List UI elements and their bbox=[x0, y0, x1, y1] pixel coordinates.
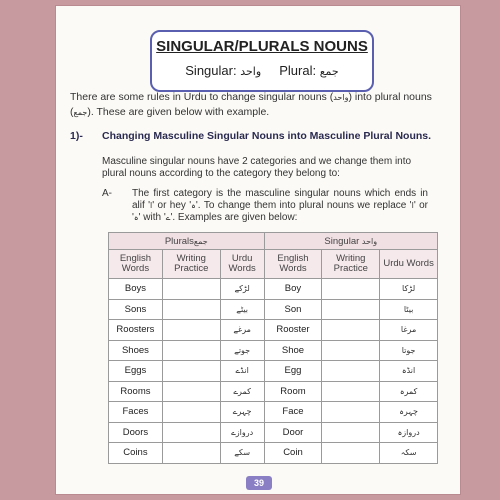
title-box bbox=[150, 30, 374, 92]
plural-urdu: چہرے bbox=[220, 402, 264, 423]
plural-english: Roosters bbox=[109, 320, 163, 341]
page-number: 39 bbox=[246, 476, 272, 490]
subsection-text: The first category is the masculine singular nouns which ends in alif 'ا' or hey 'ہ'. To change them into plural nouns we replace 'ا' or 'ہ' with 'ے'. Examples are given below: bbox=[132, 188, 428, 223]
plural-english: Rooms bbox=[109, 381, 163, 402]
table-row bbox=[109, 361, 438, 382]
singular-urdu: واحد bbox=[240, 65, 262, 78]
singular-urdu: انڈہ bbox=[380, 361, 438, 382]
writing-practice-cell[interactable] bbox=[322, 381, 380, 402]
writing-practice-cell[interactable] bbox=[322, 340, 380, 361]
writing-practice-cell[interactable] bbox=[162, 422, 220, 443]
singular-english: Door bbox=[264, 422, 322, 443]
singular-urdu: چہرہ bbox=[380, 402, 438, 423]
table-row bbox=[109, 402, 438, 423]
nouns-table bbox=[108, 232, 438, 464]
writing-practice-cell[interactable] bbox=[162, 299, 220, 320]
plurals-header: Pluralsجمع bbox=[109, 233, 265, 250]
singular-urdu: مرغا bbox=[380, 320, 438, 341]
singular-english: Shoe bbox=[264, 340, 322, 361]
section-title: Changing Masculine Singular Nouns into Masculine Plural Nouns. bbox=[102, 130, 432, 142]
table-row bbox=[109, 340, 438, 361]
writing-practice-cell[interactable] bbox=[322, 443, 380, 464]
table-column-header bbox=[109, 250, 438, 279]
writing-practice-cell[interactable] bbox=[162, 361, 220, 382]
col-english-singular: English Words bbox=[264, 250, 322, 279]
writing-practice-cell[interactable] bbox=[322, 361, 380, 382]
subsection-letter: A- bbox=[102, 188, 112, 199]
col-writing-singular: Writing Practice bbox=[322, 250, 380, 279]
singular-english: Boy bbox=[264, 279, 322, 300]
table-row bbox=[109, 443, 438, 464]
writing-practice-cell[interactable] bbox=[162, 402, 220, 423]
plural-english: Coins bbox=[109, 443, 163, 464]
singular-urdu: بیٹا bbox=[380, 299, 438, 320]
section-heading bbox=[70, 130, 442, 143]
col-urdu-singular: Urdu Words bbox=[380, 250, 438, 279]
writing-practice-cell[interactable] bbox=[162, 320, 220, 341]
plural-english: Doors bbox=[109, 422, 163, 443]
singular-urdu: جوتا bbox=[380, 340, 438, 361]
writing-practice-cell[interactable] bbox=[162, 279, 220, 300]
plural-urdu: مرغے bbox=[220, 320, 264, 341]
singular-urdu: کمرہ bbox=[380, 381, 438, 402]
plural-english: Eggs bbox=[109, 361, 163, 382]
section-number: 1)- bbox=[70, 130, 83, 142]
plural-urdu: انڈے bbox=[220, 361, 264, 382]
singular-english: Coin bbox=[264, 443, 322, 464]
singular-urdu: سکہ bbox=[380, 443, 438, 464]
table-row bbox=[109, 381, 438, 402]
table-row bbox=[109, 299, 438, 320]
col-english-plural: English Words bbox=[109, 250, 163, 279]
singular-english: Room bbox=[264, 381, 322, 402]
plural-english: Boys bbox=[109, 279, 163, 300]
plural-english: Shoes bbox=[109, 340, 163, 361]
writing-practice-cell[interactable] bbox=[322, 402, 380, 423]
singular-english: Face bbox=[264, 402, 322, 423]
writing-practice-cell[interactable] bbox=[162, 340, 220, 361]
singular-english: Egg bbox=[264, 361, 322, 382]
col-writing-plural: Writing Practice bbox=[162, 250, 220, 279]
plural-english: Faces bbox=[109, 402, 163, 423]
table-row bbox=[109, 422, 438, 443]
singular-label: Singular: bbox=[185, 63, 237, 78]
writing-practice-cell[interactable] bbox=[322, 299, 380, 320]
plural-label: Plural: bbox=[279, 63, 317, 78]
plural-urdu: بیٹے bbox=[220, 299, 264, 320]
plural-urdu: جمع bbox=[319, 65, 339, 78]
plural-english: Sons bbox=[109, 299, 163, 320]
section-body: Masculine singular nouns have 2 categories and we change them into plural nouns according to the category they belong to: bbox=[102, 156, 412, 179]
table-group-header bbox=[109, 233, 438, 250]
writing-practice-cell[interactable] bbox=[162, 381, 220, 402]
intro-paragraph: There are some rules in Urdu to change singular nouns (واحد) into plural nouns (جمع). These are given below with example. bbox=[70, 91, 432, 118]
plural-urdu: سکے bbox=[220, 443, 264, 464]
singular-english: Son bbox=[264, 299, 322, 320]
writing-practice-cell[interactable] bbox=[322, 422, 380, 443]
table-row bbox=[109, 279, 438, 300]
writing-practice-cell[interactable] bbox=[322, 320, 380, 341]
table-row bbox=[109, 320, 438, 341]
book-page bbox=[56, 6, 460, 494]
singular-english: Rooster bbox=[264, 320, 322, 341]
singular-urdu: لڑکا bbox=[380, 279, 438, 300]
subtitle bbox=[152, 63, 372, 78]
page-title: SINGULAR/PLURALS NOUNS bbox=[156, 38, 368, 55]
plural-urdu: دروازے bbox=[220, 422, 264, 443]
singular-header: Singular واحد bbox=[264, 233, 437, 250]
singular-urdu: دروازہ bbox=[380, 422, 438, 443]
col-urdu-plural: Urdu Words bbox=[220, 250, 264, 279]
writing-practice-cell[interactable] bbox=[322, 279, 380, 300]
plural-urdu: لڑکے bbox=[220, 279, 264, 300]
plural-urdu: کمرے bbox=[220, 381, 264, 402]
plural-urdu: جوتے bbox=[220, 340, 264, 361]
writing-practice-cell[interactable] bbox=[162, 443, 220, 464]
